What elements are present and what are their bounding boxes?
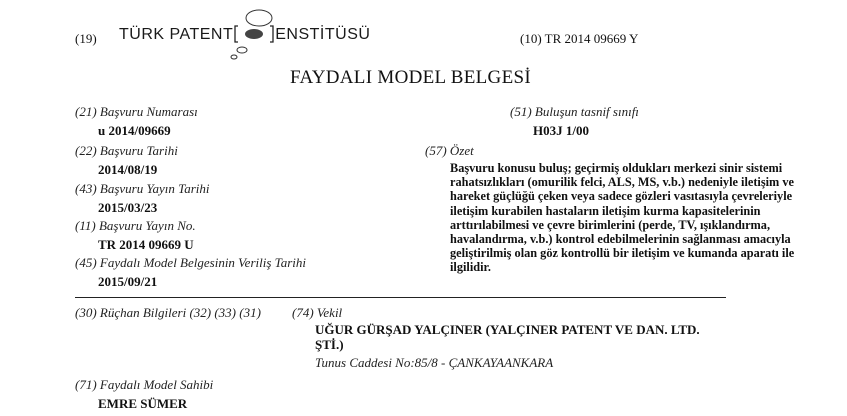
- field-label-publication-no: (11) Başvuru Yayın No.: [75, 218, 196, 233]
- header-code-19: (19): [75, 31, 97, 46]
- document-title: FAYDALI MODEL BELGESİ: [290, 67, 531, 88]
- abstract-line: Başvuru konusu buluş; geçirmiş oldukları merkezi sinir sistemi: [450, 161, 783, 175]
- abstract-text: [450, 161, 830, 275]
- field-value-agent-name: UĞUR GÜRŞAD YALÇINER (YALÇINER PATENT VE DAN. LTD.: [315, 322, 700, 337]
- tpe-logo: [119, 25, 370, 45]
- field-value-classification: H03J 1/00: [533, 123, 589, 138]
- field-label-application-number: (21) Başvuru Numarası: [75, 104, 198, 119]
- publication-number-10: (10) TR 2014 09669 Y: [520, 31, 639, 46]
- abstract-line: geliştirilmiş olan göz kontrollü bir iletişim ve kumanda aparatı ile: [450, 246, 795, 261]
- logo-text-left: TÜRK PATENT: [119, 26, 234, 43]
- field-value-application-number: u 2014/09669: [98, 123, 171, 138]
- abstract-line: ilgilidir.: [450, 260, 491, 275]
- section-divider: [75, 297, 726, 298]
- abstract-line: hareket güçlüğü çeken veya sadece gözleri vasıtasıyla çevreleriyle: [450, 189, 793, 204]
- field-value-publication-date: 2015/03/23: [98, 200, 158, 215]
- field-label-owner: (71) Faydalı Model Sahibi: [75, 377, 214, 392]
- field-value-publication-no: TR 2014 09669 U: [98, 237, 194, 252]
- field-value-agent-name-cont: ŞTİ.): [315, 337, 344, 352]
- field-label-application-date: (22) Başvuru Tarihi: [75, 143, 178, 158]
- field-label-publication-date: (43) Başvuru Yayın Tarihi: [75, 181, 210, 196]
- field-label-agent: (74) Vekil: [292, 305, 343, 320]
- field-value-owner: EMRE SÜMER: [98, 396, 188, 411]
- field-label-classification: (51) Buluşun tasnif sınıfı: [510, 104, 639, 119]
- abstract-line: rahatsızlıkları (omurilik felci, ALS, MS, v.b.) nedeniyle iletişim ve: [450, 175, 794, 190]
- field-label-priority: (30) Rüçhan Bilgileri (32) (33) (31): [75, 305, 261, 320]
- field-label-abstract: (57) Özet: [425, 143, 474, 158]
- abstract-line: havalandırma, v.b.) kontrol edebilmelerinin sağlanması amacıyla: [450, 232, 791, 247]
- field-value-application-date: 2014/08/19: [98, 162, 158, 177]
- logo-text-right: ENSTİTÜSÜ: [275, 26, 371, 43]
- field-value-agent-address: Tunus Caddesi No:85/8 - ÇANKAYAANKARA: [315, 355, 554, 370]
- abstract-line: arttırılabilmesi ve çevre birimlerini (perde, TV, ışıklandırma,: [450, 217, 771, 232]
- field-label-grant-date: (45) Faydalı Model Belgesinin Veriliş Tarihi: [75, 255, 306, 270]
- logo-mark-icon: [235, 25, 273, 45]
- field-value-grant-date: 2015/09/21: [98, 274, 158, 289]
- abstract-line: iletişim kurabilen hastaların iletişim kurma kapasitelerinin: [450, 203, 761, 218]
